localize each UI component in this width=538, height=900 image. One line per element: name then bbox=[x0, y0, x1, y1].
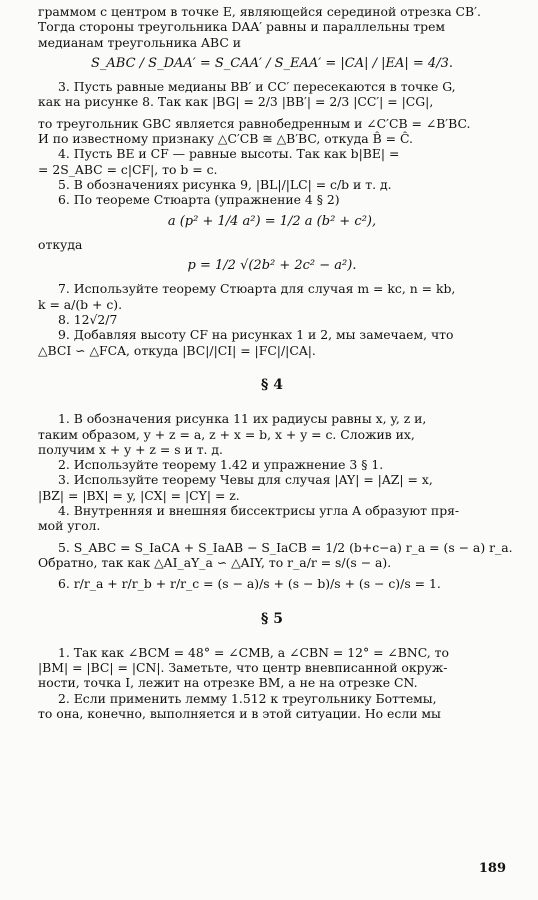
text-line: k = a/(b + c). bbox=[38, 296, 123, 312]
text-line: медианам треугольника ABC и bbox=[38, 34, 241, 50]
area-ratio-equation: S_ABC / S_DAA′ = S_CAA′ / S_EAA′ = |CA| / |EA| = 4/3. bbox=[91, 55, 453, 71]
text-line: 6. r/r_a + r/r_b + r/r_c = (s − a)/s + (s − b)/s + (s − c)/s = 1. bbox=[58, 576, 441, 592]
median-formula: p = 1/2 √(2b² + 2c² − a²). bbox=[187, 258, 357, 274]
text-line: 8. 12√2/7 bbox=[58, 312, 118, 328]
section-heading-5: § 5 bbox=[261, 610, 283, 627]
text-line: |BZ| = |BX| = y, |CX| = |CY| = z. bbox=[38, 487, 240, 503]
text-line: откуда bbox=[38, 236, 83, 252]
text-line: 1. Так как ∠BCM = 48° = ∠CMB, а ∠CBN = 12° = ∠BNC, то bbox=[58, 644, 449, 660]
text-line: то она, конечно, выполняется и в этой ситуации. Но если мы bbox=[38, 705, 441, 721]
text-line: как на рисунке 8. Так как |BG| = 2/3 |BB′| = 2/3 |CC′| = |CG|, bbox=[38, 94, 434, 110]
text-line: то треугольник GBC является равнобедренным и ∠C′CB = ∠B′BC. bbox=[38, 115, 471, 131]
text-line: 6. По теореме Стюарта (упражнение 4 § 2) bbox=[58, 192, 340, 208]
text-line: |BM| = |BC| = |CN|. Заметьте, что центр вневписанной окруж- bbox=[38, 660, 448, 676]
text-line: таким образом, y + z = a, z + x = b, x + y = c. Сложив их, bbox=[38, 426, 415, 442]
text-line: ности, точка I, лежит на отрезке BM, а не на отрезке CN. bbox=[38, 675, 418, 691]
text-line: мой угол. bbox=[38, 518, 101, 534]
text-line: Обратно, так как △AI_aY_a ∽ △AIY, то r_a/r = s/(s − a). bbox=[38, 554, 392, 570]
stewart-equation: a (p² + 1/4 a²) = 1/2 a (b² + c²), bbox=[167, 213, 377, 229]
text-line: граммом с центром в точке E, являющейся серединой отрезка CB′. bbox=[38, 4, 481, 19]
text-line: 3. Используйте теорему Чевы для случая |AY| = |AZ| = x, bbox=[58, 472, 433, 488]
text-line: 4. Пусть BE и CF — равные высоты. Так как b|BE| = bbox=[58, 146, 400, 162]
section-heading-4: § 4 bbox=[261, 376, 283, 393]
text-line: 3. Пусть равные медианы BB′ и CC′ пересекаются в точке G, bbox=[58, 79, 456, 95]
text-line: 1. В обозначения рисунка 11 их радиусы равны x, y, z и, bbox=[58, 411, 427, 427]
text-line: Тогда стороны треугольника DAA′ равны и параллельны трем bbox=[38, 19, 446, 35]
page-number: 189 bbox=[478, 860, 506, 876]
text-line: 4. Внутренняя и внешняя биссектрисы угла A образуют пря- bbox=[58, 503, 460, 519]
text-line: 7. Используйте теорему Стюарта для случая m = kc, n = kb, bbox=[58, 281, 456, 297]
text-line: 2. Если применить лемму 1.512 к треугольнику Боттемы, bbox=[58, 690, 437, 706]
text-line: △BCI ∽ △FCA, откуда |BC|/|CI| = |FC|/|CA|. bbox=[38, 342, 316, 358]
text-line: 2. Используйте теорему 1.42 и упражнение 3 § 1. bbox=[58, 457, 384, 473]
page-body bbox=[38, 4, 513, 721]
text-line: И по известному признаку △C′CB ≅ △B′BC, откуда B̂ = Ĉ. bbox=[38, 131, 413, 147]
text-line: 5. В обозначениях рисунка 9, |BL|/|LC| = c/b и т. д. bbox=[58, 176, 392, 192]
text-line: 5. S_ABC = S_IaCA + S_IaAB − S_IaCB = 1/2 (b+c−a) r_a = (s − a) r_a. bbox=[58, 539, 513, 555]
text-line: 9. Добавляя высоту CF на рисунках 1 и 2, мы замечаем, что bbox=[58, 327, 454, 343]
text-line: = 2S_ABC = c|CF|, то b = c. bbox=[38, 161, 218, 177]
text-line: получим x + y + z = s и т. д. bbox=[38, 441, 223, 457]
